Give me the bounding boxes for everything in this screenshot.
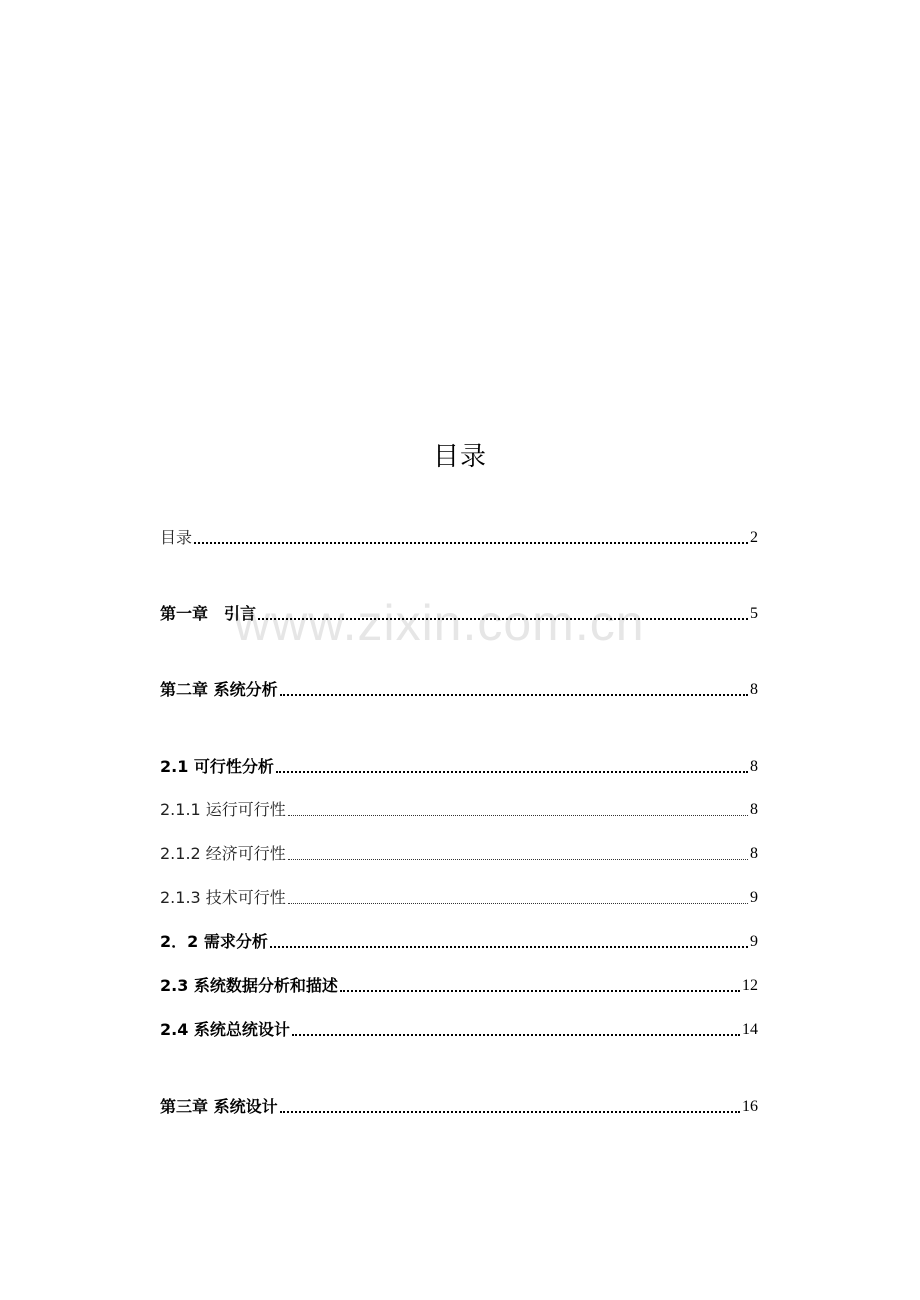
- toc-entry-page: 8: [750, 681, 758, 698]
- toc-entry[interactable]: [160, 975, 758, 997]
- toc-entry-label: 第一章 引言: [160, 604, 257, 623]
- toc-entry-page: 8: [750, 845, 758, 862]
- toc-entry-label: 目录: [160, 528, 193, 547]
- toc-entry[interactable]: [160, 603, 758, 625]
- toc-entry[interactable]: [160, 799, 758, 821]
- toc-entry[interactable]: [160, 1096, 758, 1118]
- toc-entry[interactable]: [160, 887, 758, 909]
- toc-dot-leader: [258, 618, 748, 620]
- toc-entry[interactable]: [160, 843, 758, 865]
- toc-entry-page: 8: [750, 801, 758, 818]
- toc-dot-leader: [280, 1111, 740, 1113]
- toc-entry[interactable]: [160, 679, 758, 701]
- toc-heading: 目录: [432, 442, 487, 472]
- toc-entry[interactable]: [160, 527, 758, 549]
- toc-entry-page: 9: [750, 933, 758, 950]
- toc-dot-leader: [288, 903, 748, 904]
- toc-entry-page: 8: [750, 758, 758, 775]
- toc-entry-label: 2.1.3 技术可行性: [160, 888, 286, 907]
- toc-entry-page: 16: [742, 1098, 758, 1115]
- toc-entry-page: 2: [750, 529, 758, 546]
- toc-dot-leader: [288, 815, 748, 816]
- toc-entry-label: 第二章 系统分析: [160, 680, 278, 699]
- toc-entry-label: 2.1 可行性分析: [160, 757, 274, 776]
- toc-entry[interactable]: [160, 931, 758, 953]
- toc-entry-label: 2.1.2 经济可行性: [160, 844, 286, 863]
- toc-entry[interactable]: [160, 1019, 758, 1041]
- toc-dot-leader: [270, 946, 748, 948]
- toc-entry-label: 2．2 需求分析: [160, 932, 268, 951]
- toc-dot-leader: [280, 694, 748, 696]
- toc-entry-label: 第三章 系统设计: [160, 1097, 278, 1116]
- toc-entry-page: 12: [742, 977, 758, 994]
- toc-entry-label: 2.4 系统总统设计: [160, 1020, 290, 1039]
- toc-entry-page: 5: [750, 605, 758, 622]
- toc-dot-leader: [276, 771, 748, 773]
- toc-dot-leader: [288, 859, 748, 860]
- toc-dot-leader: [340, 990, 740, 992]
- toc-entry-page: 14: [742, 1021, 758, 1038]
- watermark: www.zixin.com.cn: [234, 595, 645, 651]
- toc-entry-label: 2.3 系统数据分析和描述: [160, 976, 338, 995]
- toc-entry-page: 9: [750, 889, 758, 906]
- toc-entry-label: 2.1.1 运行可行性: [160, 800, 286, 819]
- toc-dot-leader: [292, 1034, 740, 1036]
- toc-dot-leader: [194, 542, 748, 544]
- toc-entry[interactable]: [160, 756, 758, 778]
